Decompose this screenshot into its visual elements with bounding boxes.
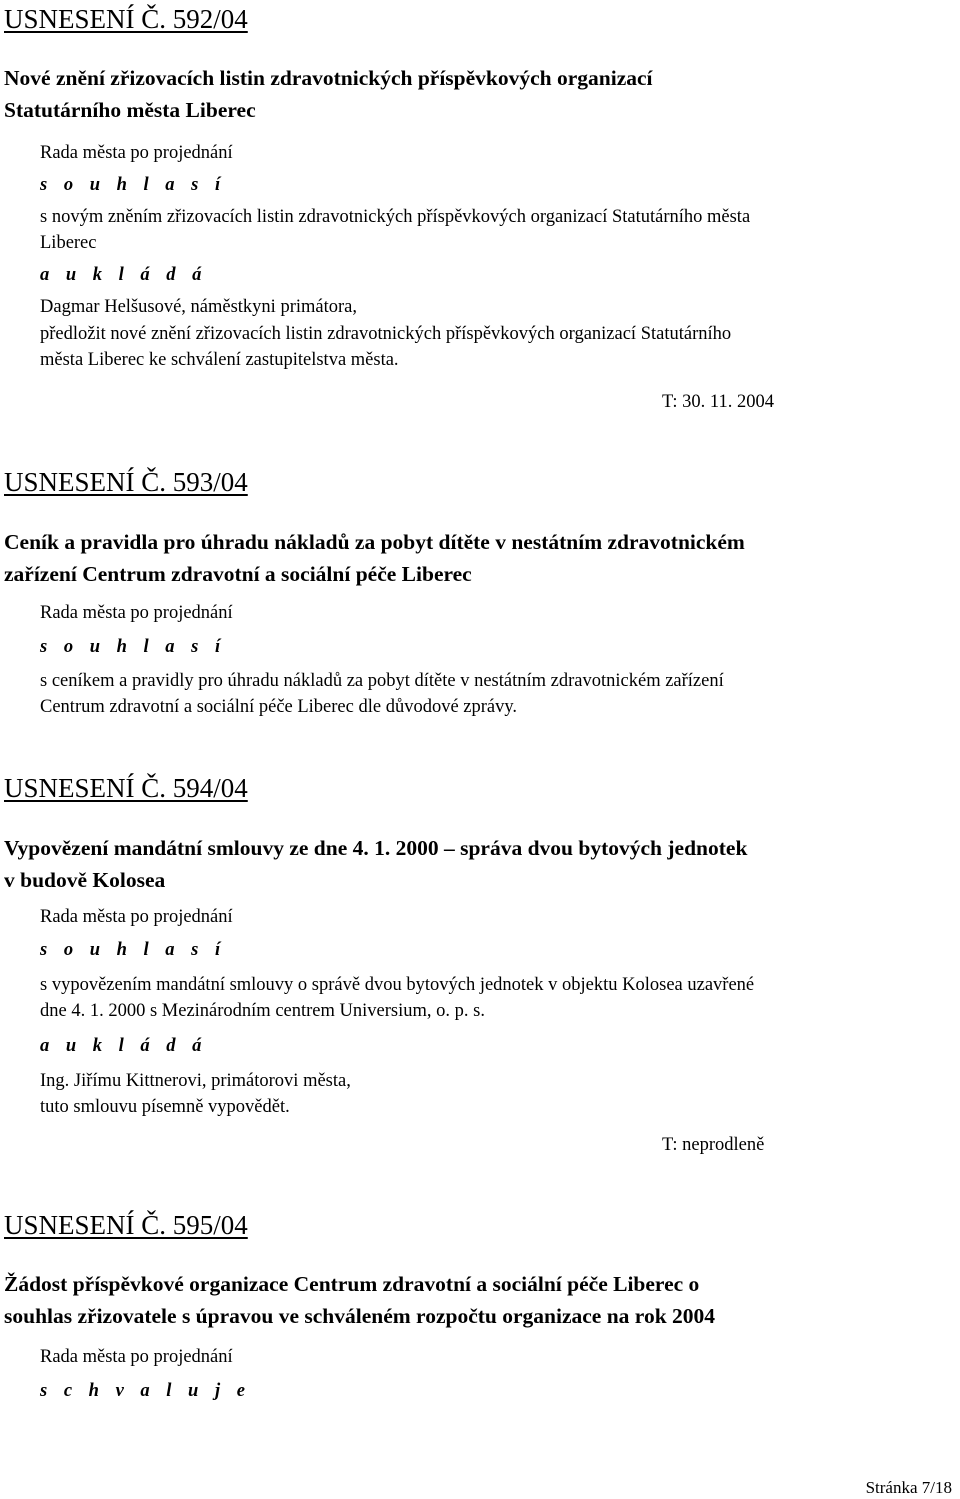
deadline: T: 30. 11. 2004	[662, 392, 774, 412]
council-label: Rada města po projednání	[40, 143, 233, 163]
page-number: Stránka 7/18	[865, 1478, 952, 1497]
agree-text: s novým zněním zřizovacích listin zdravotnických příspěvkových organizací Statutárního města	[40, 207, 751, 227]
task-text: města Liberec ke schválení zastupitelstva města.	[40, 350, 399, 370]
resolution-heading: USNESENÍ Č. 594/04	[4, 773, 248, 803]
resolution-heading: USNESENÍ Č. 593/04	[4, 467, 248, 497]
task-label: a u k l á d á	[40, 1036, 208, 1056]
agree-text: s ceníkem a pravidly pro úhradu nákladů za pobyt dítěte v nestátním zdravotnickém zařízení	[40, 671, 724, 691]
agree-text: dne 4. 1. 2000 s Mezinárodním centrem Universium, o. p. s.	[40, 1001, 485, 1021]
agree-label: s o u h l a s í	[40, 175, 227, 195]
task-label: a u k l á d á	[40, 265, 208, 285]
council-label: Rada města po projednání	[40, 603, 233, 623]
agree-text: Liberec	[40, 233, 97, 253]
resolution-title: zařízení Centrum zdravotní a sociální péče Liberec	[4, 562, 472, 586]
agree-label: s o u h l a s í	[40, 637, 227, 657]
agree-text: s vypovězením mandátní smlouvy o správě dvou bytových jednotek v objektu Kolosea uzavřené	[40, 975, 755, 995]
resolution-title: Ceník a pravidla pro úhradu nákladů za pobyt dítěte v nestátním zdravotnickém	[4, 530, 745, 554]
task-text: tuto smlouvu písemně vypovědět.	[40, 1097, 290, 1117]
resolution-title: Statutárního města Liberec	[4, 98, 256, 122]
council-label: Rada města po projednání	[40, 907, 233, 927]
resolution-title: souhlas zřizovatele s úpravou ve schváleném rozpočtu organizace na rok 2004	[4, 1304, 716, 1328]
resolution-heading: USNESENÍ Č. 592/04	[4, 4, 248, 34]
resolution-heading: USNESENÍ Č. 595/04	[4, 1210, 248, 1240]
council-label: Rada města po projednání	[40, 1347, 233, 1367]
task-text: Ing. Jiřímu Kittnerovi, primátorovi města,	[40, 1071, 351, 1091]
task-text: předložit nové znění zřizovacích listin zdravotnických příspěvkových organizací Statutárního	[40, 324, 732, 344]
task-text: Dagmar Helšusové, náměstkyni primátora,	[40, 297, 357, 317]
resolution-title: v budově Kolosea	[4, 868, 166, 892]
agree-label: s o u h l a s í	[40, 940, 227, 960]
agree-text: Centrum zdravotní a sociální péče Liberec dle důvodové zprávy.	[40, 697, 518, 717]
approve-label: s c h v a l u j e	[40, 1381, 251, 1401]
resolution-title: Žádost příspěvkové organizace Centrum zdravotní a sociální péče Liberec o	[4, 1272, 700, 1296]
deadline: T: neprodleně	[662, 1135, 765, 1155]
resolution-title: Vypovězení mandátní smlouvy ze dne 4. 1. 2000 – správa dvou bytových jednotek	[4, 836, 748, 860]
resolution-title: Nové znění zřizovacích listin zdravotnických příspěvkových organizací	[4, 66, 653, 90]
